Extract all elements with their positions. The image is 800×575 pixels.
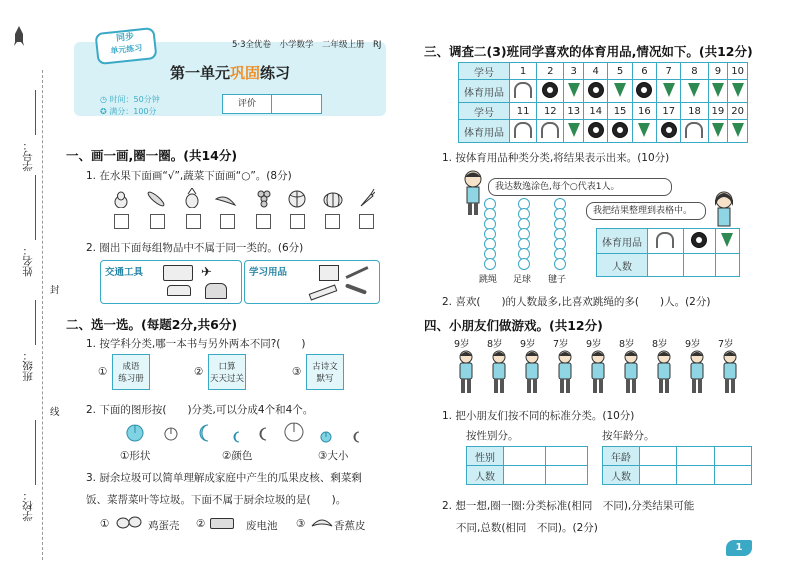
q3-option1-number: ① <box>100 518 110 530</box>
section2-q3-line1: 3. 厨余垃圾可以简单理解成家庭中产生的瓜果皮核、剩菜剩 <box>86 472 362 484</box>
group-transport-label: 交通工具 <box>105 267 144 278</box>
jump-rope-icon <box>514 122 532 138</box>
child-figure <box>456 350 476 400</box>
survey-label-id-2: 学号 <box>459 103 510 120</box>
kid-age-label: 8岁 <box>487 339 503 350</box>
kid-age-label: 7岁 <box>718 339 734 350</box>
section1-title: 一、画一画,圈一圈。(共14分) <box>66 148 238 163</box>
pear-icon <box>112 190 130 212</box>
bead-circle[interactable] <box>518 258 530 270</box>
section3-q1: 1. 按体育用品种类分类,将结果表示出来。(10分) <box>442 152 670 164</box>
sport-item-cell <box>537 120 564 143</box>
margin-label-school: 学校： <box>22 490 34 522</box>
gender-table <box>466 446 588 485</box>
seal-mark-feng: 封 <box>50 285 60 296</box>
clock-icon: ◷ <box>100 95 110 104</box>
book3-number: ③ <box>292 366 302 378</box>
student-id: 7 <box>657 63 681 80</box>
book1-number: ① <box>98 366 108 378</box>
plane-icon[interactable]: ✈ <box>201 265 212 280</box>
kid-age-label: 9岁 <box>454 339 470 350</box>
book3[interactable] <box>306 354 344 390</box>
shuttlecock-icon <box>663 83 675 97</box>
section2-title: 二、选一选。(每题2分,共6分) <box>66 317 238 332</box>
student-id: 5 <box>608 63 632 80</box>
section4-q1: 1. 把小朋友们按不同的标准分类。(10分) <box>442 410 635 422</box>
sport-item-cell <box>708 80 728 103</box>
student-id: 19 <box>708 103 728 120</box>
bead-columns <box>476 198 586 270</box>
sport-item-cell <box>632 80 656 103</box>
label-by-age: 按年龄分。 <box>602 430 655 442</box>
age-count-cell[interactable] <box>677 466 714 485</box>
student-id: 13 <box>564 103 584 120</box>
sport-item-cell <box>584 80 608 103</box>
book1-line1: 成语 <box>122 362 140 372</box>
student-id: 9 <box>708 63 728 80</box>
child-figure <box>489 350 509 400</box>
survey-row-ids-1 <box>459 63 748 80</box>
shape-circle-outline <box>164 426 178 445</box>
eval-field[interactable] <box>272 95 321 113</box>
survey-row-items-2 <box>459 120 748 143</box>
score-info <box>100 106 157 117</box>
answer-box-6[interactable] <box>290 214 305 229</box>
shuttlecock-icon <box>721 233 733 247</box>
book2-number: ② <box>194 366 204 378</box>
cucumber-icon <box>146 190 166 212</box>
section4-q2-line1: 2. 想一想,圈一圈:分类标准(相同 不同),分类结果可能 <box>442 500 695 512</box>
binding-line <box>42 70 43 560</box>
cabbage-icon <box>287 190 307 212</box>
student-id: 4 <box>584 63 608 80</box>
age-count-cell[interactable] <box>714 466 751 485</box>
shuttlecock-icon <box>568 123 580 137</box>
q3-option2-number: ② <box>196 518 206 530</box>
carrot-icon <box>357 188 375 212</box>
football-icon <box>588 122 604 138</box>
shuttlecock-icon <box>712 123 724 137</box>
shape-circle-outline-large <box>284 422 304 446</box>
gender-cell[interactable] <box>504 447 546 466</box>
bread-icon[interactable] <box>205 283 227 299</box>
kid-age-label: 9岁 <box>685 339 701 350</box>
book2-line1: 口算 <box>218 362 236 372</box>
sport-item-cell <box>681 120 708 143</box>
q3-option3-label: 香蕉皮 <box>334 520 366 532</box>
result-count-shuttle[interactable] <box>715 254 739 277</box>
sport-item-cell <box>608 120 632 143</box>
margin-line-id <box>35 90 36 135</box>
survey-label-id-1: 学号 <box>459 63 510 80</box>
battery-icon[interactable] <box>210 518 234 529</box>
shuttlecock-icon <box>732 123 744 137</box>
football-icon <box>691 232 707 248</box>
kid-age-label: 7岁 <box>553 339 569 350</box>
jump-rope-icon <box>514 82 532 98</box>
margin-label-class: 班级： <box>22 350 34 382</box>
football-icon <box>661 122 677 138</box>
sport-item-cell <box>510 80 537 103</box>
q3-option1-label: 鸡蛋壳 <box>148 520 180 532</box>
margin-label-id: 学号： <box>22 140 34 172</box>
gender-count-cell[interactable] <box>546 466 588 485</box>
student-id: 11 <box>510 103 537 120</box>
answer-box-4[interactable] <box>220 214 235 229</box>
title-part2: 练习 <box>260 64 291 82</box>
child-figure <box>687 350 707 400</box>
title-highlight: 巩固 <box>230 64 261 82</box>
student-id: 16 <box>632 103 656 120</box>
girl-avatar <box>712 190 736 232</box>
survey-row-ids-2 <box>459 103 748 120</box>
age-cell[interactable] <box>640 447 677 466</box>
q2-option-shape[interactable]: ①形状 <box>120 450 151 462</box>
shape-circle-small <box>320 428 332 447</box>
student-id: 14 <box>584 103 608 120</box>
shuttlecock-icon <box>638 123 650 137</box>
survey-label-item-2: 体育用品 <box>459 120 510 143</box>
gender-count-cell[interactable] <box>504 466 546 485</box>
age-table <box>602 446 752 485</box>
answer-box-3[interactable] <box>186 214 201 229</box>
page-number-badge: 1 <box>726 540 752 556</box>
score-text: 满分：100分 <box>109 107 157 116</box>
student-id: 3 <box>564 63 584 80</box>
chili-icon <box>214 192 236 211</box>
child-figure <box>720 350 740 400</box>
jump-rope-icon <box>541 122 559 138</box>
sport-item-cell <box>632 120 656 143</box>
football-icon <box>588 82 604 98</box>
ruler-icon[interactable] <box>309 284 338 300</box>
student-id: 8 <box>681 63 708 80</box>
gender-cell[interactable] <box>546 447 588 466</box>
shape-circle-large <box>126 424 144 446</box>
group-stationery <box>244 260 380 304</box>
result-head-shuttle <box>715 229 739 254</box>
shuttlecock-icon <box>732 83 744 97</box>
badge-line1: 同步 <box>115 32 135 44</box>
age-row-label: 年龄 <box>603 447 640 466</box>
result-count-ball[interactable] <box>683 254 715 277</box>
shuttlecock-icon <box>568 83 580 97</box>
result-head-label: 体育用品 <box>597 229 648 254</box>
shuttlecock-icon <box>614 83 626 97</box>
section1-q1: 1. 在水果下面画“√”,蔬菜下面画“○”。(8分) <box>86 170 292 182</box>
margin-line-class <box>35 300 36 345</box>
pencil-icon[interactable] <box>345 266 368 279</box>
student-id: 1 <box>510 63 537 80</box>
book3-line2: 默写 <box>316 374 334 384</box>
page-title <box>170 62 290 83</box>
margin-line-school <box>35 420 36 485</box>
eval-box <box>222 94 322 114</box>
child-figure <box>654 350 674 400</box>
section2-q1: 1. 按学科分类,哪一本书与另外两本不同?( ) <box>86 338 306 350</box>
sport-item-cell <box>510 120 537 143</box>
margin-line-name <box>35 175 36 240</box>
sport-item-cell <box>584 120 608 143</box>
section1-q2: 2. 圈出下面每组物品中不属于同一类的。(6分) <box>86 242 304 254</box>
banana-peel-icon[interactable] <box>310 512 334 534</box>
speech-bubble-2: 我把结果整理到表格中。 <box>586 202 706 220</box>
jump-rope-icon <box>685 122 703 138</box>
football-icon <box>636 82 652 98</box>
gender-row-label: 性别 <box>467 447 504 466</box>
q3-option2-label: 废电池 <box>246 520 278 532</box>
bus-icon[interactable] <box>163 265 193 281</box>
section3-title: 三、调查二(3)班同学喜欢的体育用品,情况如下。(共12分) <box>424 44 753 59</box>
gender-count-label: 人数 <box>467 466 504 485</box>
sport-item-cell <box>728 80 748 103</box>
pencil-sharpener-icon[interactable] <box>319 265 339 281</box>
sport-item-cell <box>728 120 748 143</box>
bead-label-shuttlecock: 毽子 <box>548 275 567 285</box>
shape-moon-outline <box>256 426 270 445</box>
answer-box-8[interactable] <box>359 214 374 229</box>
age-count-cell[interactable] <box>640 466 677 485</box>
seal-mark-xian: 线 <box>50 407 60 418</box>
book1[interactable] <box>112 354 150 390</box>
result-table <box>596 228 740 277</box>
student-id: 15 <box>608 103 632 120</box>
book3-line1: 古诗文 <box>312 362 338 372</box>
section2-q3-line2: 饭、菜帮菜叶等垃圾。下面不属于厨余垃圾的是( )。 <box>86 494 347 506</box>
section2-q2: 2. 下面的图形按( )分类,可以分成4个和4个。 <box>86 404 314 416</box>
pineapple-icon <box>184 188 200 212</box>
sport-item-cell <box>608 80 632 103</box>
sport-item-cell <box>537 80 564 103</box>
result-count-label: 人数 <box>597 254 648 277</box>
pumpkin-icon <box>323 190 343 212</box>
q3-option3-number: ③ <box>296 518 306 530</box>
group-stationery-label: 学习用品 <box>249 267 288 278</box>
sport-item-cell <box>564 120 584 143</box>
sport-item-cell <box>657 80 681 103</box>
result-count-rope[interactable] <box>648 254 684 277</box>
kid-age-label: 8岁 <box>619 339 635 350</box>
book2[interactable] <box>208 354 246 390</box>
football-icon <box>542 82 558 98</box>
grape-icon <box>255 188 273 212</box>
group-transport <box>100 260 242 304</box>
sport-item-cell <box>564 80 584 103</box>
badge-line2: 单元练习 <box>109 43 143 56</box>
kid-age-label: 8岁 <box>652 339 668 350</box>
answer-box-5[interactable] <box>256 214 271 229</box>
bead-circle[interactable] <box>554 258 566 270</box>
survey-label-item-1: 体育用品 <box>459 80 510 103</box>
sport-item-cell <box>708 120 728 143</box>
student-id: 2 <box>537 63 564 80</box>
eval-label: 评价 <box>223 95 272 113</box>
margin-label-name: 姓名： <box>22 245 34 277</box>
section3-q2: 2. 喜欢( )的人数最多,比喜欢跳绳的多( )人。(2分) <box>442 296 711 308</box>
child-figure <box>555 350 575 400</box>
child-figure <box>588 350 608 400</box>
student-id: 20 <box>728 103 748 120</box>
bead-label-football: 足球 <box>513 275 532 285</box>
shape-moon-large <box>196 424 212 446</box>
survey-table <box>458 62 748 143</box>
student-id: 6 <box>632 63 656 80</box>
answer-box-7[interactable] <box>325 214 340 229</box>
sport-item-cell <box>681 80 708 103</box>
rocket-icon <box>14 26 24 46</box>
survey-row-items-1 <box>459 80 748 103</box>
speech-bubble-1: 我达数逸涂色,每个○代表1人。 <box>488 178 672 196</box>
child-figure <box>621 350 641 400</box>
spoon-icon[interactable] <box>345 283 367 294</box>
shape-moon-tiny <box>350 428 362 447</box>
answer-box-2[interactable] <box>150 214 165 229</box>
sport-item-cell <box>657 120 681 143</box>
jump-rope-icon <box>656 232 674 248</box>
student-id: 12 <box>537 103 564 120</box>
title-part1: 第一单元 <box>170 64 231 82</box>
q2-option-size[interactable]: ③大小 <box>318 450 349 462</box>
child-figure <box>522 350 542 400</box>
book2-line2: 天天过关 <box>209 374 244 384</box>
student-id: 10 <box>728 63 748 80</box>
q2-option-color[interactable]: ②颜色 <box>222 450 253 462</box>
section4-q2-line2: 不同,总数(相同 不同)。(2分) <box>456 522 598 534</box>
student-id: 17 <box>657 103 681 120</box>
time-info <box>100 94 160 105</box>
age-cell[interactable] <box>714 447 751 466</box>
student-id: 18 <box>681 103 708 120</box>
result-head-rope <box>648 229 684 254</box>
time-text: 时间：50分钟 <box>109 95 160 104</box>
kid-age-label: 9岁 <box>520 339 536 350</box>
result-head-ball <box>683 229 715 254</box>
shuttlecock-icon <box>712 83 724 97</box>
age-count-label: 人数 <box>603 466 640 485</box>
unit-badge <box>94 27 157 65</box>
series-label: 5·3全优卷 小学数学 二年级上册 RJ <box>232 40 382 50</box>
shuttlecock-icon <box>688 83 700 97</box>
eggshell-icon[interactable] <box>116 514 142 534</box>
section4-title: 四、小朋友们做游戏。(共12分) <box>424 318 603 333</box>
bead-circle[interactable] <box>484 258 496 270</box>
answer-box-1[interactable] <box>114 214 129 229</box>
star-icon: ✪ <box>100 107 110 116</box>
football-icon <box>612 122 628 138</box>
age-cell[interactable] <box>677 447 714 466</box>
bead-label-rope: 跳绳 <box>479 275 498 285</box>
car-icon[interactable] <box>167 285 191 296</box>
shape-moon-small <box>230 428 242 447</box>
book1-line2: 练习册 <box>118 374 144 384</box>
label-by-gender: 按性别分。 <box>466 430 519 442</box>
kid-age-label: 9岁 <box>586 339 602 350</box>
